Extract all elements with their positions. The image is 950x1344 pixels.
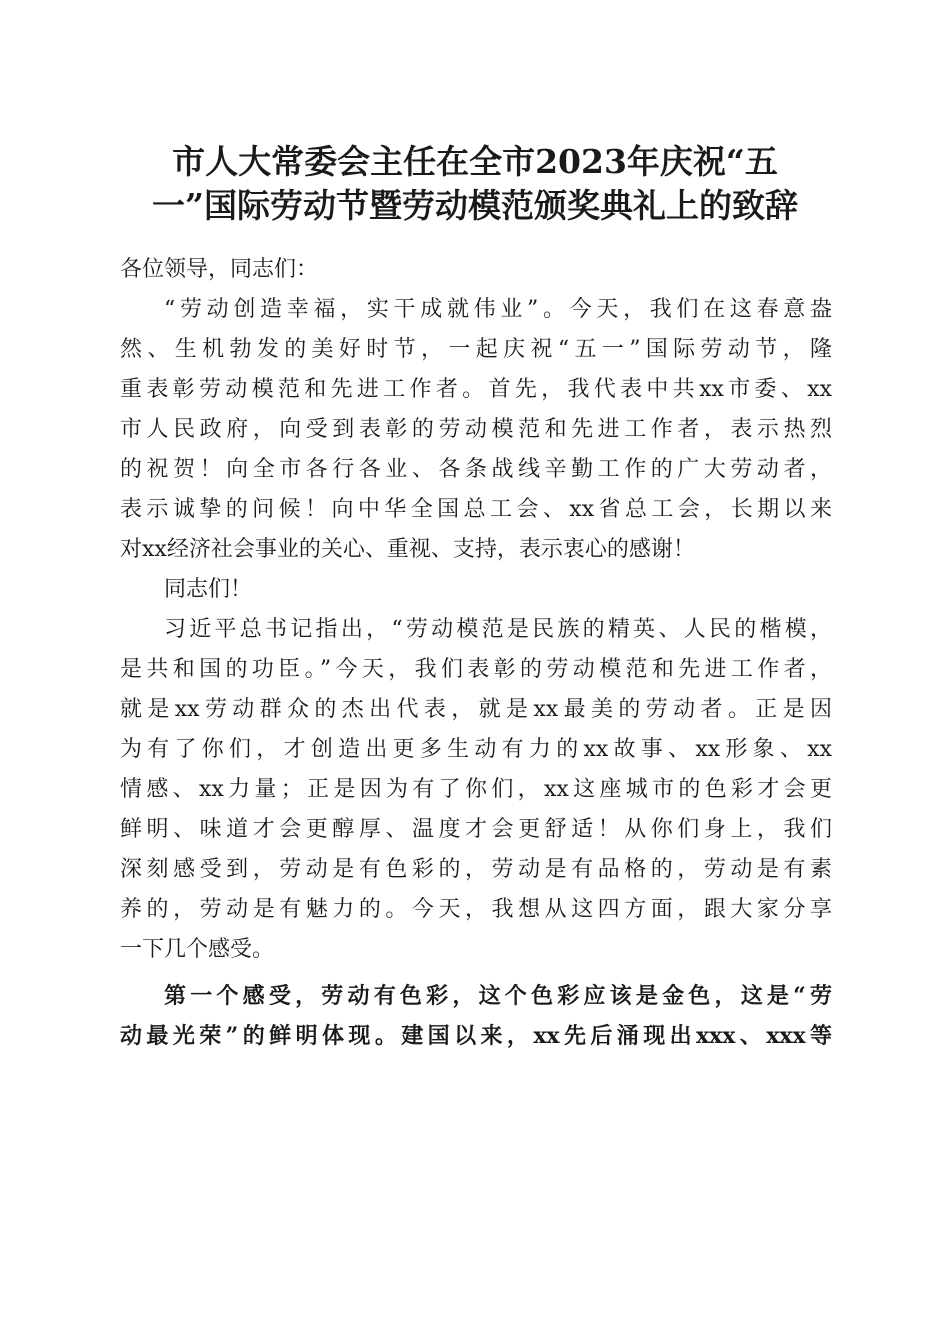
- text-line: 然、生机勃发的美好时节，一起庆祝“五一”国际劳动节，隆: [120, 337, 832, 362]
- text-line: 鲜明、味道才会更醇厚、温度才会更舒适！从你们身上，我们: [120, 817, 832, 842]
- salutation: 各位领导，同志们：: [120, 257, 319, 282]
- text-line: 一下几个感受。: [120, 937, 275, 962]
- title-line: 一”国际劳动节暨劳动模范颁奖典礼上的致辞: [152, 186, 798, 225]
- text-line: 情感、xx力量；正是因为有了你们，xx这座城市的色彩才会更: [120, 777, 832, 802]
- text-line: 的祝贺！向全市各行各业、各条战线辛勤工作的广大劳动者，: [120, 457, 832, 482]
- text-line: 市人民政府，向受到表彰的劳动模范和先进工作者，表示热烈: [120, 417, 832, 442]
- address-comrades: 同志们！: [164, 577, 253, 602]
- text-line: 表示诚挚的问候！向中华全国总工会、xx省总工会，长期以来: [120, 497, 832, 522]
- paragraph-3: [120, 976, 832, 1056]
- paragraph-2: [120, 610, 832, 970]
- text-line: 就是xx劳动群众的杰出代表，就是xx最美的劳动者。正是因: [120, 697, 832, 722]
- text-line: “劳动创造幸福，实干成就伟业”。今天，我们在这春意盎: [164, 297, 832, 322]
- title-line: 市人大常委会主任在全市2023年庆祝“五: [172, 142, 778, 181]
- text-line: 第一个感受，劳动有色彩，这个色彩应该是金色，这是“劳: [164, 983, 832, 1009]
- text-line: 养的，劳动是有魅力的。今天，我想从这四方面，跟大家分享: [120, 897, 832, 922]
- text-line: 重表彰劳动模范和先进工作者。首先，我代表中共xx市委、xx: [120, 377, 832, 402]
- text-line: 是共和国的功臣。”今天，我们表彰的劳动模范和先进工作者，: [120, 657, 832, 682]
- text-line: 深刻感受到，劳动是有色彩的，劳动是有品格的，劳动是有素: [120, 857, 832, 882]
- document-title: [120, 140, 830, 228]
- paragraph-1: [120, 290, 832, 570]
- text-line: 对xx经济社会事业的关心、重视、支持，表示衷心的感谢！: [120, 537, 695, 562]
- document-body: [120, 250, 832, 1056]
- text-line: 动最光荣”的鲜明体现。建国以来，xx先后涌现出xxx、xxx等: [120, 1023, 832, 1049]
- text-line: 习近平总书记指出，“劳动模范是民族的精英、人民的楷模，: [164, 617, 832, 642]
- text-line: 为有了你们，才创造出更多生动有力的xx故事、xx形象、xx: [120, 737, 832, 762]
